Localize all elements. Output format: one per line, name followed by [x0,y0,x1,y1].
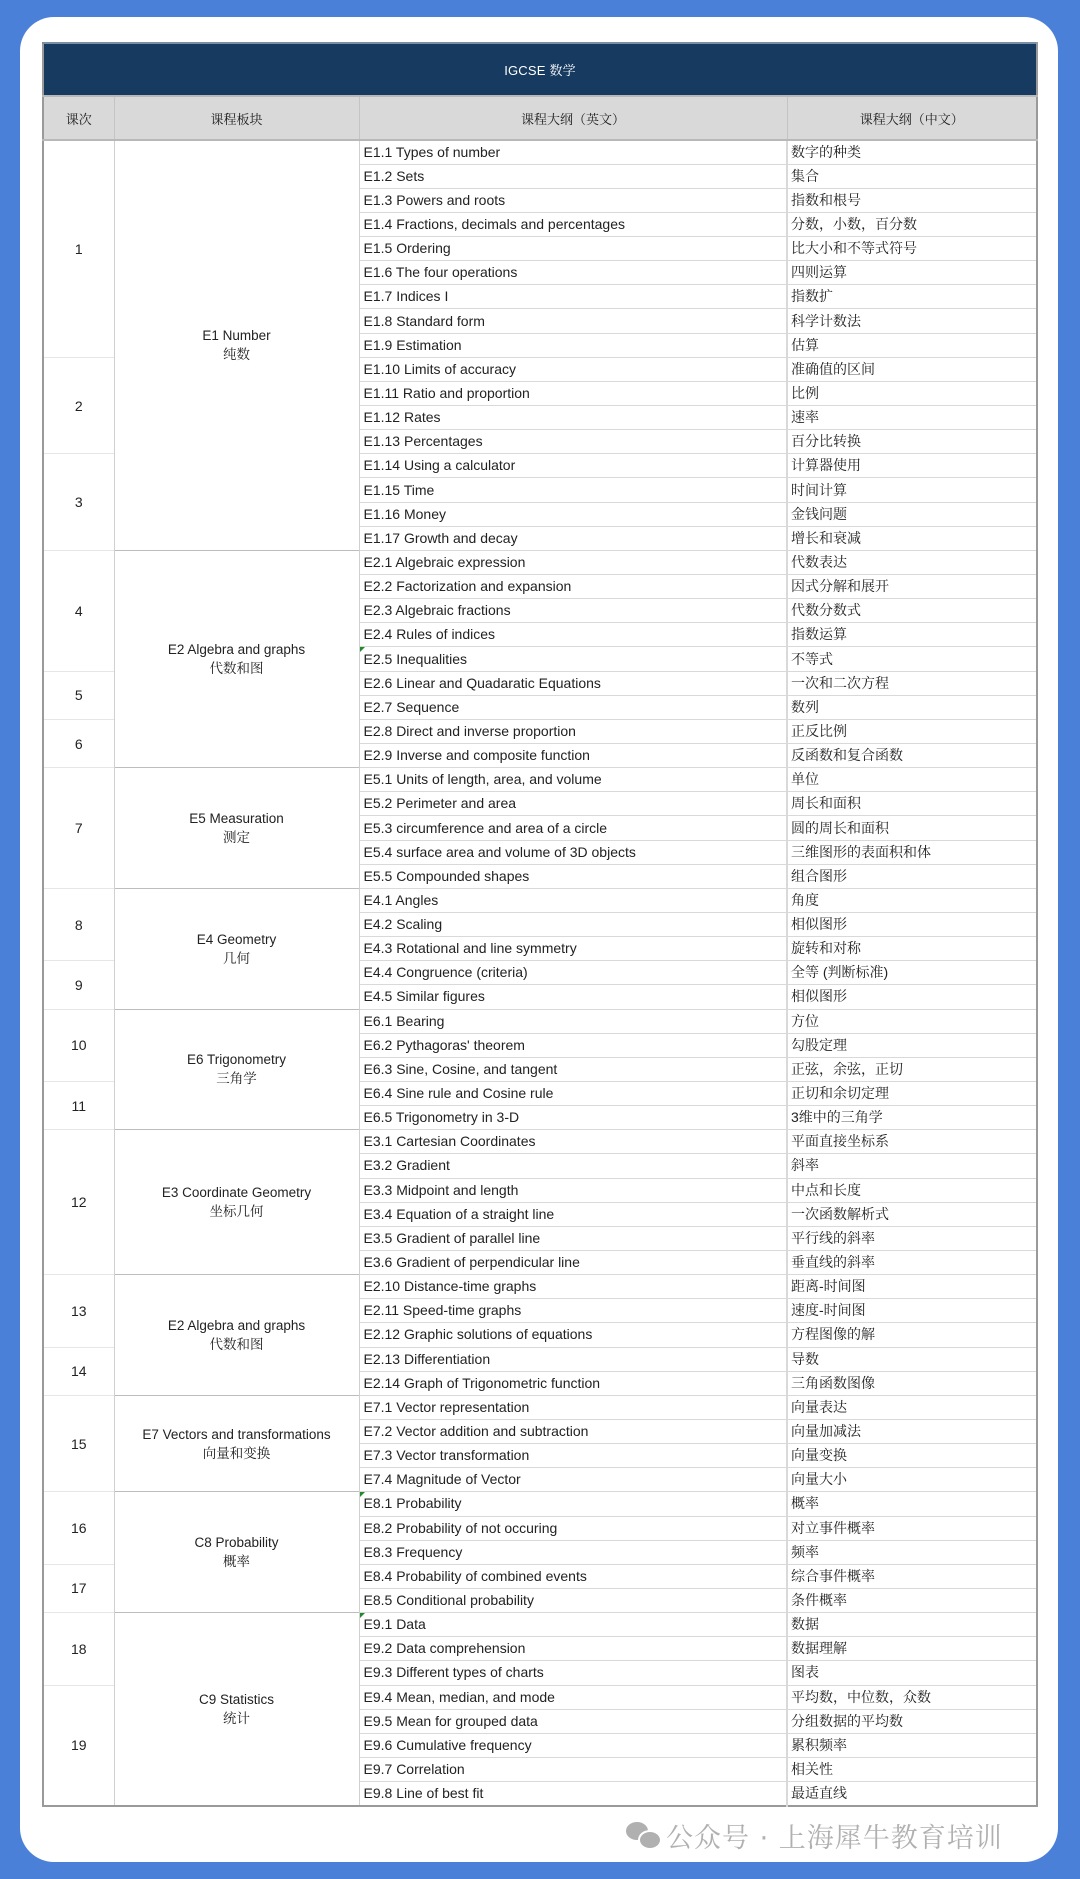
module-cell [114,1395,359,1492]
lesson-number: 15 [43,1395,114,1492]
topic-en-cell [359,261,787,285]
topic-en-cell [359,406,787,430]
topic-zh: 概率 [787,1492,1037,1516]
topic-en-cell [359,237,787,261]
topic-zh: 向量加减法 [787,1419,1037,1443]
topic-en-cell [359,1154,787,1178]
lesson-number: 8 [43,888,114,960]
topic-en: E3.1 Cartesian Coordinates [363,1133,536,1150]
topic-en: E2.11 Speed-time graphs [363,1302,522,1319]
topic-en-cell [359,599,787,623]
topic-en: E9.5 Mean for grouped data [363,1712,538,1729]
topic-zh: 方位 [787,1009,1037,1033]
topic-en-cell [359,1444,787,1468]
module-name-zh: 测定 [223,830,250,845]
topic-zh: 全等 (判断标准) [787,961,1037,985]
topic-en-cell [359,1226,787,1250]
module-name-zh: 三角学 [216,1071,257,1087]
lesson-number: 11 [43,1081,114,1129]
topic-zh: 四则运算 [787,261,1037,285]
topic-zh: 距离-时间图 [787,1275,1037,1299]
table-row [43,1130,1037,1154]
topic-en: E2.4 Rules of indices [363,626,496,643]
topic-zh: 因式分解和展开 [787,575,1037,599]
topic-en: E6.3 Sine, Cosine, and tangent [363,1060,558,1077]
topic-en: E8.4 Probability of combined events [363,1567,587,1584]
module-name-en: E1 Number [202,328,271,344]
topic-en: E1.8 Standard form [363,312,485,329]
topic-en: E8.5 Conditional probability [363,1592,534,1608]
topic-en: E6.2 Pythagoras' theorem [363,1036,525,1053]
table-row [43,1009,1037,1033]
module-cell [114,140,359,550]
topic-en: E3.4 Equation of a straight line [363,1205,555,1222]
topic-en-cell [359,1613,787,1637]
lesson-number: 18 [43,1613,114,1685]
topic-en-cell [359,1685,787,1709]
topic-en: E1.16 Money [363,505,446,522]
topic-en: E1.11 Ratio and proportion [363,384,530,401]
topic-en-cell [359,1757,787,1781]
module-cell [114,1130,359,1275]
lesson-number: 19 [43,1685,114,1806]
topic-en-cell [359,1275,787,1299]
topic-zh: 速度-时间图 [787,1299,1037,1323]
topic-zh: 数列 [787,695,1037,719]
topic-en-cell [359,864,787,888]
topic-zh: 准确值的区间 [787,357,1037,381]
topic-zh: 三维图形的表面积和体 [787,840,1037,864]
topic-zh: 向量表达 [787,1395,1037,1419]
topic-zh: 分数，小数，百分数 [787,212,1037,236]
topic-en: E2.7 Sequence [363,698,460,715]
topic-en-cell [359,309,787,333]
topic-en: E2.6 Linear and Quadaratic Equations [363,674,601,691]
topic-zh: 指数和根号 [787,188,1037,212]
topic-en: E5.4 surface area and volume of 3D objects [363,843,636,860]
topic-en: E2.10 Distance-time graphs [363,1278,537,1295]
module-name-en: E3 Coordinate Geometry [161,1185,312,1201]
topic-zh: 方程图像的解 [787,1323,1037,1347]
topic-en-cell [359,1299,787,1323]
topic-zh: 条件概率 [787,1588,1037,1612]
wechat-icon [626,1821,660,1849]
topic-en-cell [359,381,787,405]
topic-en-cell [359,840,787,864]
lesson-number: 6 [43,719,114,767]
module-cell [114,1613,359,1806]
module-name-en: E6 Trigonometry [186,1052,287,1068]
topic-en-cell [359,623,787,647]
table-title: IGCSE 数学 [43,43,1037,96]
topic-en-cell [359,1637,787,1661]
topic-en: E1.15 Time [363,481,435,498]
topic-en-cell [359,671,787,695]
topic-zh: 比例 [787,381,1037,405]
topic-zh: 角度 [787,888,1037,912]
topic-zh: 频率 [787,1540,1037,1564]
topic-zh: 组合图形 [787,864,1037,888]
topic-en: E7.1 Vector representation [363,1398,530,1415]
topic-en: E2.8 Direct and inverse proportion [363,722,576,739]
topic-en-cell [359,1564,787,1588]
topic-en-cell [359,1395,787,1419]
header-outline-zh: 课程大纲（中文） [787,96,1037,140]
topic-en-cell [359,212,787,236]
table-row [43,888,1037,912]
topic-zh: 计算器使用 [787,454,1037,478]
module-name-en: E7 Vectors and transformations [142,1426,331,1442]
topic-zh: 正切和余切定理 [787,1081,1037,1105]
topic-en-cell [359,937,787,961]
topic-en: E6.4 Sine rule and Cosine rule [363,1085,554,1102]
topic-zh: 科学计数法 [787,309,1037,333]
topic-en: E9.1 Data [363,1616,426,1633]
topic-en-cell [359,164,787,188]
topic-en: E4.5 Similar figures [363,988,485,1005]
module-name-zh: 向量和变换 [202,1445,271,1461]
topic-zh: 斜率 [787,1154,1037,1178]
topic-zh: 一次函数解析式 [787,1202,1037,1226]
topic-en-cell [359,1588,787,1612]
topic-zh: 综合事件概率 [787,1564,1037,1588]
topic-en-cell [359,985,787,1009]
topic-en-cell [359,961,787,985]
topic-zh: 向量变换 [787,1444,1037,1468]
topic-en-cell [359,1782,787,1806]
topic-en: E6.1 Bearing [363,1012,445,1029]
module-name-zh: 纯数 [223,347,250,363]
module-name-en: E2 Algebra and graphs [167,1317,306,1333]
topic-en-cell [359,647,787,671]
topic-en-cell [359,140,787,164]
topic-en: E6.5 Trigonometry in 3-D [363,1109,520,1126]
topic-en: E7.2 Vector addition and subtraction [363,1423,589,1440]
topic-zh: 相似图形 [787,913,1037,937]
topic-en: E9.3 Different types of charts [363,1664,544,1681]
topic-zh: 指数运算 [787,623,1037,647]
topic-zh: 向量大小 [787,1468,1037,1492]
topic-en-cell [359,719,787,743]
topic-zh: 相关性 [787,1757,1037,1781]
topic-zh: 图表 [787,1661,1037,1685]
topic-en: E3.3 Midpoint and length [363,1181,519,1198]
topic-zh: 3维中的三角学 [787,1106,1037,1130]
topic-en-cell [359,550,787,574]
lesson-number: 16 [43,1492,114,1564]
module-name-zh: 统计 [223,1710,250,1726]
topic-en: E2.3 Algebraic fractions [363,602,511,619]
topic-en-cell [359,357,787,381]
module-name-en: C8 Probability [194,1535,279,1551]
topic-en: E8.3 Frequency [363,1543,463,1560]
topic-en-cell [359,575,787,599]
topic-en: E9.2 Data comprehension [363,1640,526,1657]
topic-zh: 正弦，余弦，正切 [787,1057,1037,1081]
topic-en: E3.2 Gradient [363,1157,450,1174]
module-name-en: E4 Geometry [196,931,277,947]
topic-en-cell [359,768,787,792]
column-header-row [43,96,1037,140]
table-row [43,1613,1037,1637]
module-name-en: E2 Algebra and graphs [167,642,306,658]
topic-zh: 估算 [787,333,1037,357]
topic-en: E1.5 Ordering [363,240,451,257]
topic-en: E1.12 Rates [363,409,441,426]
topic-en-cell [359,1009,787,1033]
topic-zh: 反函数和复合函数 [787,744,1037,768]
lesson-number: 7 [43,768,114,889]
topic-en: E2.1 Algebraic expression [363,553,526,570]
topic-en-cell [359,888,787,912]
module-name-zh: 代数和图 [209,661,264,677]
topic-en-cell [359,1323,787,1347]
topic-zh: 数据理解 [787,1637,1037,1661]
topic-en: E3.5 Gradient of parallel line [363,1229,541,1246]
topic-zh: 勾股定理 [787,1033,1037,1057]
module-name-zh: 坐标几何 [209,1204,264,1220]
topic-zh: 代数分数式 [787,599,1037,623]
topic-en-cell [359,478,787,502]
topic-zh: 三角函数图像 [787,1371,1037,1395]
topic-zh: 圆的周长和面积 [787,816,1037,840]
topic-zh: 最适直线 [787,1782,1037,1806]
topic-en-cell [359,1371,787,1395]
topic-en-cell [359,1540,787,1564]
topic-zh: 数据 [787,1613,1037,1637]
cell-comment-flag-icon [360,1492,365,1497]
topic-en-cell [359,1202,787,1226]
header-module: 课程板块 [114,96,359,140]
topic-en-cell [359,1733,787,1757]
header-lesson: 课次 [43,96,114,140]
topic-en: E1.17 Growth and decay [363,529,518,546]
topic-en-cell [359,1492,787,1516]
topic-zh: 导数 [787,1347,1037,1371]
topic-zh: 相似图形 [787,985,1037,1009]
topic-zh: 分组数据的平均数 [787,1709,1037,1733]
topic-en: E1.13 Percentages [363,433,483,450]
topic-zh: 平面直接坐标系 [787,1130,1037,1154]
topic-en: E9.8 Line of best fit [363,1784,484,1801]
topic-en: E4.4 Congruence (criteria) [363,964,528,981]
topic-en: E2.14 Graph of Trigonometric function [363,1374,601,1391]
topic-zh: 垂直线的斜率 [787,1250,1037,1274]
topic-en-cell [359,454,787,478]
topic-en: E2.5 Inequalities [363,650,468,667]
topic-en: E4.1 Angles [363,891,439,908]
topic-en-cell [359,1106,787,1130]
topic-en: E5.1 Units of length, area, and volume [363,771,602,788]
topic-en-cell [359,1468,787,1492]
topic-en-cell [359,1057,787,1081]
topic-en-cell [359,1178,787,1202]
topic-en: E1.14 Using a calculator [363,457,516,474]
lesson-number: 1 [43,140,114,357]
module-name-zh: 代数和图 [209,1336,264,1352]
topic-en: E1.4 Fractions, decimals and percentages [363,215,625,232]
module-cell [114,768,359,889]
module-cell [114,550,359,767]
watermark [626,1818,1003,1852]
topic-zh: 比大小和不等式符号 [787,237,1037,261]
lesson-number: 13 [43,1275,114,1347]
topic-en: E9.7 Correlation [363,1760,465,1777]
lesson-number: 9 [43,961,114,1009]
topic-zh: 一次和二次方程 [787,671,1037,695]
topic-en: E2.2 Factorization and expansion [363,578,572,595]
topic-en: E1.3 Powers and roots [363,191,506,208]
topic-zh: 增长和衰减 [787,526,1037,550]
table-row [43,1492,1037,1516]
topic-en-cell [359,188,787,212]
topic-en-cell [359,430,787,454]
header-outline-en: 课程大纲（英文） [359,96,787,140]
lesson-number: 17 [43,1564,114,1612]
topic-en: E2.13 Differentiation [363,1350,491,1367]
topic-en-cell [359,1130,787,1154]
cell-comment-flag-icon [360,647,365,652]
table-row [43,550,1037,574]
topic-en-cell [359,1033,787,1057]
topic-en: E1.1 Types of number [363,143,501,160]
topic-en: E4.2 Scaling [363,916,443,933]
topic-en-cell [359,1709,787,1733]
topic-en-cell [359,285,787,309]
topic-en: E2.9 Inverse and composite function [363,747,590,764]
topic-zh: 正反比例 [787,719,1037,743]
topic-en: E1.9 Estimation [363,336,462,353]
topic-en-cell [359,816,787,840]
topic-en-cell [359,333,787,357]
topic-zh: 速率 [787,406,1037,430]
table-row [43,140,1037,164]
table-row [43,1395,1037,1419]
topic-en: E2.12 Graphic solutions of equations [363,1326,593,1343]
topic-en: E9.4 Mean, median, and mode [363,1688,555,1705]
table-row [43,768,1037,792]
topic-en-cell [359,502,787,526]
topic-en: E9.6 Cumulative frequency [363,1736,532,1753]
lesson-number: 5 [43,671,114,719]
lesson-number: 3 [43,454,114,551]
topic-zh: 数字的种类 [787,140,1037,164]
module-name-zh: 几何 [223,950,250,966]
topic-en: E8.1 Probability [363,1495,462,1512]
topic-en-cell [359,695,787,719]
syllabus-table [42,42,1038,1807]
topic-zh: 单位 [787,768,1037,792]
module-cell [114,1275,359,1396]
topic-zh: 平行线的斜率 [787,1226,1037,1250]
topic-en: E5.5 Compounded shapes [363,867,530,884]
topic-en: E5.2 Perimeter and area [363,795,517,812]
topic-zh: 集合 [787,164,1037,188]
module-name-zh: 概率 [223,1554,250,1570]
topic-en: E5.3 circumference and area of a circle [363,819,608,836]
table-row [43,1275,1037,1299]
lesson-number: 4 [43,550,114,671]
topic-en-cell [359,1081,787,1105]
module-name-en: E5 Measuration [189,811,284,826]
topic-zh: 累积频率 [787,1733,1037,1757]
topic-en-cell [359,1661,787,1685]
topic-en: E1.6 The four operations [363,264,518,281]
topic-en: E7.4 Magnitude of Vector [363,1471,521,1488]
topic-zh: 百分比转换 [787,430,1037,454]
topic-zh: 周长和面积 [787,792,1037,816]
table-body [43,140,1037,1806]
topic-en: E4.3 Rotational and line symmetry [363,940,577,957]
topic-en-cell [359,913,787,937]
topic-zh: 时间计算 [787,478,1037,502]
topic-en: E8.2 Probability of not occuring [363,1519,558,1536]
module-name-en: C9 Statistics [198,1691,275,1707]
topic-en: E7.3 Vector transformation [363,1447,530,1464]
topic-zh: 不等式 [787,647,1037,671]
module-cell [114,1492,359,1613]
topic-en-cell [359,1250,787,1274]
topic-en-cell [359,744,787,768]
topic-en: E1.2 Sets [363,167,425,184]
topic-en-cell [359,1347,787,1371]
watermark-text: 公众号 · 上海犀牛教育培训 [666,1822,1003,1854]
topic-zh: 中点和长度 [787,1178,1037,1202]
module-cell [114,1009,359,1130]
topic-zh: 平均数，中位数，众数 [787,1685,1037,1709]
cell-comment-flag-icon [360,1613,365,1618]
topic-en: E1.7 Indices I [363,288,449,305]
topic-zh: 旋转和对称 [787,937,1037,961]
topic-zh: 代数表达 [787,550,1037,574]
lesson-number: 14 [43,1347,114,1395]
module-cell [114,888,359,1009]
lesson-number: 10 [43,1009,114,1081]
topic-en: E1.10 Limits of accuracy [363,360,517,377]
lesson-number: 12 [43,1130,114,1275]
topic-en-cell [359,1516,787,1540]
topic-en-cell [359,1419,787,1443]
topic-en-cell [359,526,787,550]
topic-en-cell [359,792,787,816]
topic-zh: 指数扩 [787,285,1037,309]
topic-zh: 金钱问题 [787,502,1037,526]
topic-zh: 对立事件概率 [787,1516,1037,1540]
lesson-number: 2 [43,357,114,454]
topic-en: E3.6 Gradient of perpendicular line [363,1254,580,1271]
